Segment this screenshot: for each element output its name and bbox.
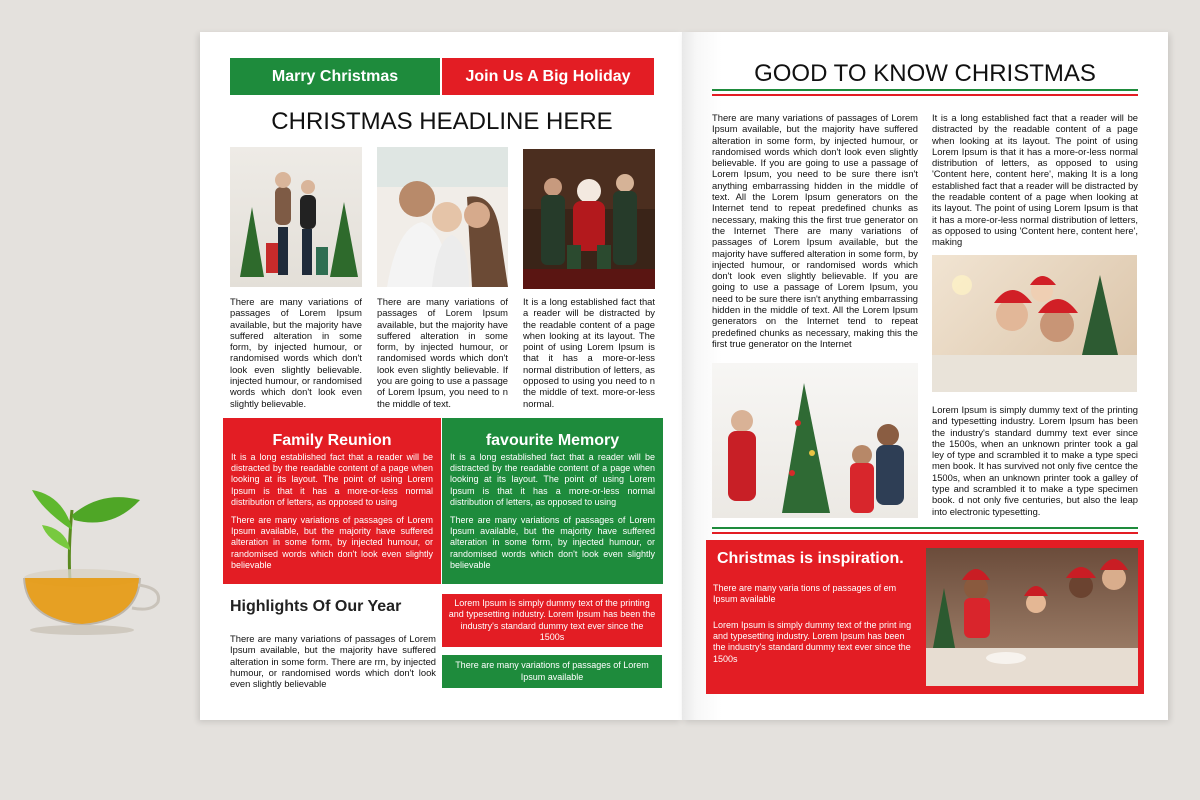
banner-join-holiday: Join Us A Big Holiday — [442, 58, 654, 95]
banner-merry-christmas: Marry Christmas — [230, 58, 440, 95]
highlights-text: There are many variations of passages of Lorem Ipsum available, but the majority have suffered alteration in some form. There are rm, by injected humour, or randomised words which don't look even slightly believable — [230, 633, 436, 690]
heading-rule-green — [712, 89, 1138, 91]
family-reunion-box — [223, 418, 441, 584]
page-headline: CHRISTMAS HEADLINE HERE — [271, 108, 613, 135]
section-rule-green — [712, 527, 1138, 529]
red-note-box: Lorem Ipsum is simply dummy text of the printing and typesetting industry. Lorem Ipsum has been the industry's standard dummy text ever since the 1500s — [442, 594, 662, 647]
favourite-memory-p2: There are many variations of passages of Lorem Ipsum available, but the majority have suffered alteration in some form, by injected humour, or randomised words which don't look even slightly believable — [450, 515, 655, 570]
inspiration-p1: There are many varia tions of passages of em Ipsum available — [713, 583, 897, 605]
photo-baking-family — [926, 548, 1138, 686]
photo-tree-decorating — [712, 363, 918, 518]
left-col1-text: There are many variations of passages of Lorem Ipsum available, but the majority have suffered alteration in some form, by injected humour, or randomised words which don't look even slightly believable. injected humour, or randomised words which don't look even slightly believable. — [230, 296, 362, 409]
favourite-memory-box — [442, 418, 663, 584]
family-reunion-p2: There are many variations of passages of Lorem Ipsum available, but the majority have suffered alteration in some form, by injected humour, or randomised words which don't look even slightly believable — [231, 515, 433, 570]
photo-couple-santa-hats — [932, 255, 1137, 392]
inspiration-box — [706, 540, 1144, 694]
right-col2-text: It is a long established fact that a reader will be distracted by the readable content of a page when looking at its layout. The point of using Lorem Ipsum is that it has a more-or-less normal distribution of letters, as opposed to using 'Content here, content here', making It is a long established fact that a reader will be distracted by the readable content of a page when looking at its layout. The point of using Lorem Ipsum is that it has a more-or-less normal distribution of letters, as opposed to using 'Content here, content here', making — [932, 112, 1138, 248]
heading-rule-red — [712, 94, 1138, 96]
left-col3-text: It is a long established fact that a reader will be distracted by the readable content of a page when looking at its layout. The point of using Lorem Ipsum is that it has a more-or-less normal distribution of letters, as opposed to using you need to n the middle of text. more-or-less normal. — [523, 296, 655, 409]
left-col2-text: There are many variations of passages of Lorem Ipsum available, but the majority have suffered alteration in some form, by injected humour, or randomised words which don't look even slightly believable. If you are going to use a passage of Lorem Ipsum, you need to n the middle of text. — [377, 296, 508, 409]
photo-family-santa — [523, 149, 655, 289]
photo-family-trees — [230, 147, 362, 287]
right-col2-lower-text: Lorem Ipsum is simply dummy text of the printing and typesetting industry. Lorem Ipsum has been the industry's standard dummy text ever since the 1500s, when an unknown printer took a gal ley of type and scrambled it to make a type speci men book. It has survived not only five centce the 1500s, when an unknown printer took a galley of type and scrambled it to make a type specimen book. d not only five centuries, but also the leap into electronic typesetting. — [932, 404, 1138, 517]
inspiration-p2: Lorem Ipsum is simply dummy text of the print ing and typesetting industry. Lorem Ipsum has been the industry's standard dummy text ever since the 1500s — [713, 620, 912, 664]
favourite-memory-title: favourite Memory — [485, 432, 620, 449]
favourite-memory-p1: It is a long established fact that a reader will be distracted by the readable content of a page when looking at its layout. The point of using Lorem Ipsum is that it has a more-or-less normal distribution of letters, as opposed to using — [450, 452, 655, 507]
family-reunion-title: Family Reunion — [272, 432, 392, 449]
inspiration-title: Christmas is inspiration. — [717, 550, 904, 567]
section-rule-red — [712, 532, 1138, 534]
green-note-box: There are many variations of passages of Lorem Ipsum available — [442, 655, 662, 688]
highlights-title: Highlights Of Our Year — [230, 598, 402, 615]
right-page-heading: GOOD TO KNOW CHRISTMAS — [754, 60, 1096, 87]
family-reunion-p1: It is a long established fact that a reader will be distracted by the readable content of a page when looking at its layout. The point of using Lorem Ipsum is that it has a more-or-less normal distribution of letters, as opposed to using — [231, 452, 433, 507]
teacup-plant-illustration — [12, 470, 172, 640]
right-col1-text: There are many variations of passages of Lorem Ipsum available, but the majority have suffered alteration in some form, by injected humour, or randomised words which don't look even slightly believable. If you are going to use a passage of Lorem Ipsum, you need to be sure there isn't anything embarrassing hidden in the middle of text. All the Lorem Ipsum generators on the Internet tend to repeat predefined chunks as necessary, making this the first true generator on the Internet There are many variations of passages of Lorem Ipsum available, but the majority have suffered alteration in some form, by injected humour, or randomised words which don't look even slightly believable. If you are going to use a passage of Lorem Ipsum, you need to be sure there isn't anything embarrassing hidden in the middle of text. All the Lorem Ipsum generators on the Internet tend to repeat predefined chunks as necessary, making this the first true generator on the Internet — [712, 112, 918, 349]
photo-parents-baby — [377, 147, 508, 287]
